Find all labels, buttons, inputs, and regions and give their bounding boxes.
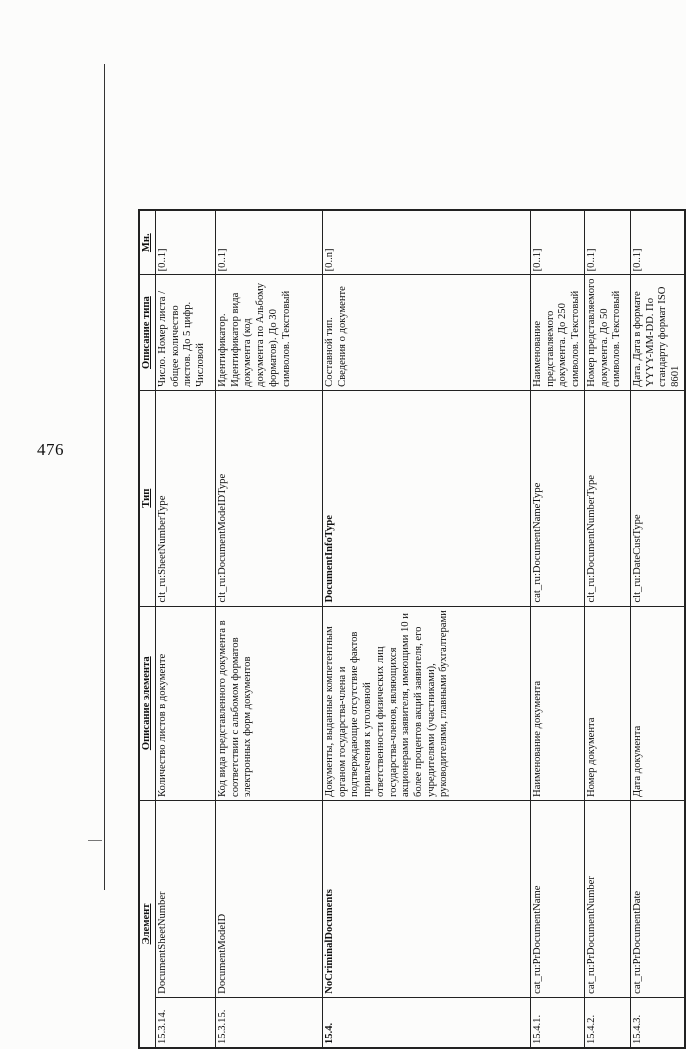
- element-description: Наименование документа: [531, 606, 585, 800]
- element-name: cat_ru:PrDocumentDate: [630, 800, 684, 997]
- table-row: [531, 210, 585, 1048]
- type-name: clt_ru:DateCustType: [630, 390, 684, 606]
- element-name: cat_ru:PrDocumentNumber: [584, 800, 630, 997]
- element-name: DocumentModeID: [216, 800, 323, 997]
- table-row: [156, 210, 216, 1048]
- row-number: 15.4.3.: [630, 997, 684, 1048]
- element-description: Код вида представленного документа в соответствии с альбомом форматов электронных форм документов: [216, 606, 323, 800]
- multiplicity: [0..n]: [323, 210, 531, 275]
- element-description: Документы, выданные компетентным органом государства-члена и подтверждающие отсутствие фактов привлечения к уголовной ответственности физических лиц государства-членов, являющихся акционерами заявителя, имеющими 10 и более процентов акций заявителя, его учредителями (участниками), руководителями, главными бухгалтерами: [323, 606, 531, 800]
- header-multiplicity: Мн.: [139, 210, 156, 275]
- page-number: 476: [37, 440, 64, 459]
- type-name: clt_ru:DocumentModeIDType: [216, 390, 323, 606]
- header-description: Описание элемента: [139, 606, 156, 800]
- schema-table: [138, 209, 686, 1049]
- row-number: 15.4.2.: [584, 997, 630, 1048]
- rotated-table-sheet: [138, 209, 681, 1049]
- multiplicity: [0..1]: [630, 210, 684, 275]
- type-name: clt_ru:SheetNumberType: [156, 390, 216, 606]
- table-row: [630, 210, 684, 1048]
- type-description: Наименование представляемого документа. До 250 символов. Текстовый: [531, 275, 585, 391]
- row-number: 15.3.14.: [156, 997, 216, 1048]
- row-number: 15.3.15.: [216, 997, 323, 1048]
- table-body: [156, 210, 685, 1048]
- element-name: NoCriminalDocuments: [323, 800, 531, 997]
- element-name: cat_ru:PrDocumentName: [531, 800, 585, 997]
- element-description: Дата документа: [630, 606, 684, 800]
- scan-mark: [88, 840, 102, 841]
- type-description: Номер представляемого документа. До 50 символов. Текстовый: [584, 275, 630, 391]
- type-name: cat_ru:DocumentNameType: [531, 390, 585, 606]
- type-description: Дата. Дата в формате YYYY-MM-DD. По стандарту формат ISO 8601: [630, 275, 684, 391]
- multiplicity: [0..1]: [216, 210, 323, 275]
- table-row: [584, 210, 630, 1048]
- type-description: Составной тип. Сведения о документе: [323, 275, 531, 391]
- table-header-row: [139, 210, 156, 1048]
- type-description: Число. Номер листа / общее количество листов. До 5 цифр. Числовой: [156, 275, 216, 391]
- multiplicity: [0..1]: [156, 210, 216, 275]
- header-type: Тип: [139, 390, 156, 606]
- multiplicity: [0..1]: [531, 210, 585, 275]
- row-number: 15.4.1.: [531, 997, 585, 1048]
- multiplicity: [0..1]: [584, 210, 630, 275]
- element-name: DocumentSheetNumber: [156, 800, 216, 997]
- element-description: Количество листов в документе: [156, 606, 216, 800]
- type-name: clt_ru:DocumentNumberType: [584, 390, 630, 606]
- type-description: Идентификатор. Идентификатор вида документа (код документа по Альбому форматов). До 30 символов. Текстовый: [216, 275, 323, 391]
- binding-line: [104, 64, 105, 890]
- header-element: Элемент: [139, 800, 156, 1048]
- row-number: 15.4.: [323, 997, 531, 1048]
- type-name: DocumentInfoType: [323, 390, 531, 606]
- table-row: [216, 210, 323, 1048]
- element-description: Номер документа: [584, 606, 630, 800]
- header-type-description: Описание типа: [139, 275, 156, 391]
- table-row: [323, 210, 531, 1048]
